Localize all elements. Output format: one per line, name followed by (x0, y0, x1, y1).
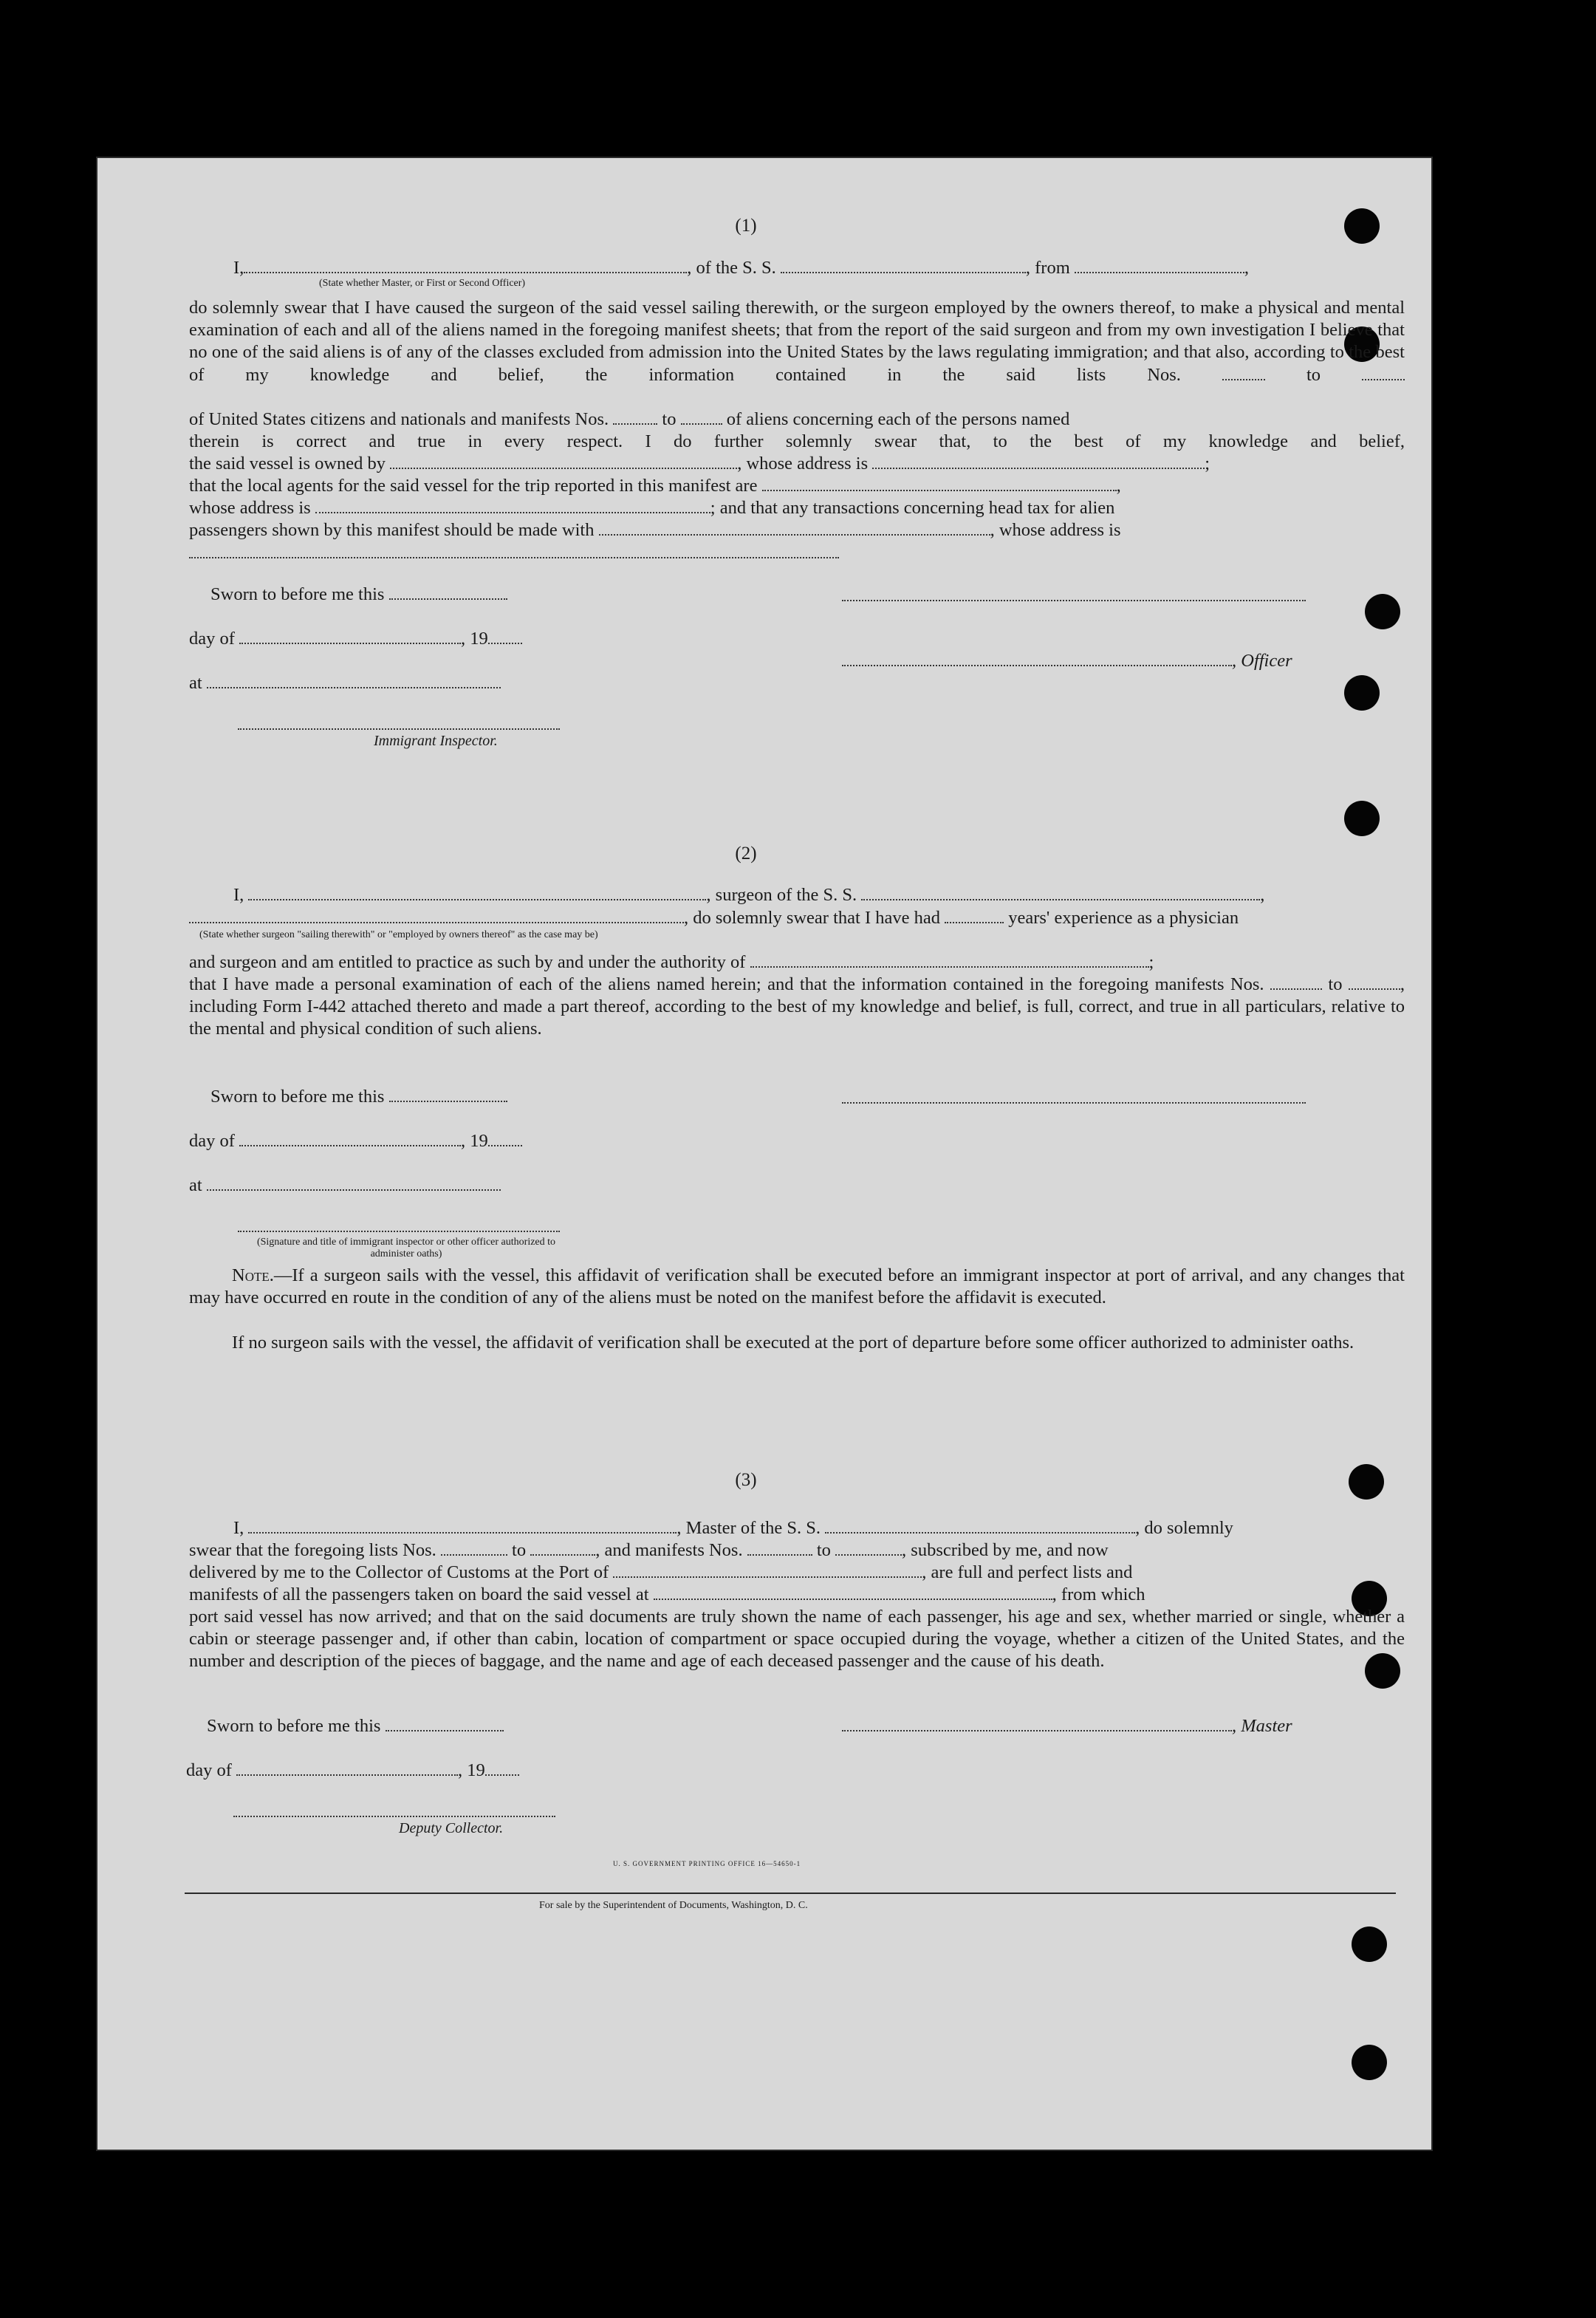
day-line (189, 1130, 522, 1152)
text-authority: and surgeon and am entitled to practice as such by and under the authority of (189, 952, 746, 972)
binder-hole (1352, 2045, 1387, 2080)
blank-field (207, 1175, 501, 1191)
section1-line1 (233, 257, 1249, 279)
section2-authority-line (189, 951, 1154, 974)
text-to: to (1328, 974, 1343, 994)
section1-passengers-line (189, 519, 1121, 541)
text-owned-by: the said vessel is owned by (189, 454, 386, 473)
blank-field (599, 519, 990, 536)
text-to: to (662, 409, 677, 429)
section1-address-line (189, 497, 1114, 519)
blank-field (750, 951, 1149, 968)
section1-citizens-line (189, 408, 1405, 431)
text-day-of: day of (189, 629, 235, 649)
section-number: (1) (735, 216, 757, 236)
blank-field (613, 408, 657, 425)
blank-field (781, 257, 1026, 273)
section2-line1 (233, 884, 1264, 906)
text-delivered: delivered by me to the Collector of Customs at the Port of (189, 1562, 609, 1582)
blank-field (945, 907, 1004, 923)
signature-line (842, 1102, 1306, 1104)
text-i: I, (233, 258, 244, 278)
text-subscribed: , subscribed by me, and now (902, 1540, 1109, 1560)
blank-field (872, 453, 1205, 469)
text-to: to (816, 1540, 831, 1560)
blank-field (485, 1760, 519, 1776)
text-whose-address: , whose address is (737, 454, 869, 473)
text-swear-lists: swear that the foregoing lists Nos. (189, 1540, 436, 1560)
blank-field (189, 907, 684, 923)
section2-line2 (189, 907, 1405, 929)
blank-field (861, 884, 1260, 900)
section3-line3 (189, 1562, 1132, 1584)
section1-paragraph (189, 297, 1405, 386)
printer-line: U. S. GOVERNMENT PRINTING OFFICE 16—54650-1 (613, 1860, 801, 1867)
text-passengers: passengers shown by this manifest should be made with (189, 520, 595, 540)
signature-caption: (Signature and title of immigrant inspector or other officer authorized to administer oaths) (256, 1237, 556, 1259)
text-of-ss: , of the S. S. (687, 258, 776, 278)
oath-text: do solemnly swear that I have caused the surgeon of the said vessel sailing therewith, or the surgeon employed by the owners thereof, to make a physical and mental examination of each and all of the aliens named in the foregoing manifest sheets; that from the report of the said surgeon and from my own investigation I believe that no one of the said aliens is of any of the classes excluded from admission into the United States by the laws regulating immigration; and that also, according to the best of my knowledge and belief, the information contained in the said lists Nos. (189, 298, 1405, 385)
at-line (189, 672, 501, 694)
blank-field (389, 1086, 507, 1102)
footer-rule (185, 1893, 1396, 1894)
blank-field (248, 884, 706, 900)
blank-field (747, 1539, 812, 1556)
text-surgeon: , surgeon of the S. S. (706, 885, 857, 905)
section-number: (3) (735, 1470, 757, 1490)
blank-field (390, 453, 737, 469)
signature-line (233, 1816, 555, 1817)
text-sworn: Sworn to before me this (210, 1087, 385, 1107)
blank-field (613, 1562, 922, 1578)
sworn-line (207, 1715, 504, 1737)
text-solemnly: , do solemnly (1135, 1518, 1233, 1538)
section3-line2 (189, 1539, 1109, 1562)
blank-field (488, 1130, 522, 1146)
blank-field (389, 584, 507, 600)
note2-paragraph: If no surgeon sails with the vessel, the affidavit of verification shall be executed at the port of departure before some officer authorized to administer oaths. (232, 1333, 1354, 1353)
text-sworn: Sworn to before me this (207, 1716, 381, 1736)
text-at: at (189, 1175, 202, 1195)
blank-field (236, 1760, 458, 1776)
text-day-of: day of (189, 1131, 235, 1151)
blank-field (244, 257, 687, 273)
field-caption: (State whether surgeon "sailing therewith" or "employed by owners thereof" as the case may be) (199, 929, 598, 940)
footer-text: For sale by the Superintendent of Documents, Washington, D. C. (539, 1900, 808, 1911)
blank-field (530, 1539, 595, 1556)
text-to: to (1306, 364, 1321, 385)
signature-line (238, 728, 560, 730)
blank-field (441, 1539, 507, 1556)
blank-field (762, 475, 1117, 491)
blank-field (842, 1715, 1232, 1731)
section1-owned-line (189, 453, 1210, 475)
text-officer: , Officer (1232, 651, 1292, 671)
at-line (189, 1175, 501, 1197)
binder-hole (1344, 675, 1380, 711)
text-experience: years' experience as a physician (1008, 908, 1239, 928)
blank-field (207, 672, 501, 688)
binder-hole (1344, 208, 1380, 244)
text-year: , 19 (461, 629, 488, 649)
blank-field (248, 1517, 677, 1534)
text-aliens-concerning: of aliens concerning each of the persons named (726, 409, 1070, 429)
signature-line (842, 600, 1306, 601)
day-line (186, 1760, 519, 1782)
section-number: (2) (735, 844, 757, 864)
oath-text: , including Form I-442 attached thereto and made a part thereof, according to the best of my knowledge and belief, is full, correct, and true in all particulars, relative to the mental and physical condition of such aliens. (189, 974, 1405, 1039)
binder-hole (1352, 1926, 1387, 1962)
text-i: I, (233, 885, 244, 905)
deputy-caption: Deputy Collector. (399, 1820, 504, 1836)
inspector-caption: Immigrant Inspector. (374, 733, 498, 749)
text-day-of: day of (186, 1760, 232, 1780)
text-comma: , (1116, 476, 1121, 496)
field-caption: (State whether Master, or First or Second Officer) (319, 278, 526, 289)
note-text: —If a surgeon sails with the vessel, this affidavit of verification shall be executed before an immigrant inspector at port of arrival, and any changes that may have occurred en route in the condition of any of the aliens must be noted on the manifest before the affidavit is executed. (189, 1265, 1405, 1308)
signature-line (238, 1231, 560, 1232)
note-paragraph (189, 1265, 1405, 1309)
blank-line (189, 557, 839, 558)
text-semicolon: ; (1205, 454, 1210, 473)
section2-paragraph (189, 974, 1405, 1041)
text-from-which: , from which (1052, 1584, 1145, 1604)
text-full-perfect: , are full and perfect lists and (922, 1562, 1133, 1582)
text-citizens: of United States citizens and nationals and manifests Nos. (189, 409, 609, 429)
text-year: , 19 (458, 1760, 485, 1780)
section1-correct-line: therein is correct and true in every respect. I do further solemnly swear that, to the best of my knowledge and belief, (189, 431, 1405, 451)
section1-agents-line (189, 475, 1121, 497)
blank-field (654, 1584, 1052, 1600)
oath-text: that I have made a personal examination of each of the aliens named herein; and that the information contained in the foregoing manifests Nos. (189, 974, 1264, 994)
blank-field (842, 650, 1232, 666)
text-manifests-all: manifests of all the passengers taken on board the said vessel at (189, 1584, 649, 1604)
text-to: to (512, 1540, 527, 1560)
text-comma: , (1244, 258, 1250, 278)
blank-field (1075, 257, 1244, 273)
binder-hole (1365, 594, 1400, 629)
blank-field (315, 497, 710, 513)
officer-line (842, 650, 1292, 672)
text-head-tax: ; and that any transactions concerning head tax for alien (710, 498, 1115, 518)
text-manifests: , and manifests Nos. (595, 1540, 743, 1560)
blank-field (488, 628, 522, 644)
section3-paragraph: port said vessel has now arrived; and that on the said documents are truly shown the name of each passenger, his age and sex, whether married or single, whether a cabin or steerage passenger and, if other than cabin, location of compartment or space occupied during the voyage, whether a citizen of the United States, and the number and description of the pieces of baggage, and the name and age of each deceased passenger and the cause of his death. (189, 1607, 1405, 1672)
text-master: , Master (1232, 1716, 1292, 1736)
sworn-line (210, 1086, 507, 1108)
text-sworn: Sworn to before me this (210, 584, 385, 604)
blank-field (1270, 974, 1322, 990)
text-i: I, (233, 1518, 244, 1538)
binder-hole (1349, 1464, 1384, 1500)
note-label: Note. (232, 1265, 274, 1285)
section3-line4 (189, 1584, 1145, 1606)
text-comma: , (1260, 885, 1265, 905)
section3-line1 (233, 1517, 1233, 1539)
text-solemnly: , do solemnly swear that I have had (684, 908, 940, 928)
blank-field (239, 1130, 461, 1146)
text-from: , from (1025, 258, 1070, 278)
text-whose-address: whose address is (189, 498, 311, 518)
blank-field (1349, 974, 1400, 990)
manifest-sheet (96, 157, 1433, 2151)
sworn-line (210, 584, 507, 606)
text-year: , 19 (461, 1131, 488, 1151)
blank-field (1362, 364, 1405, 380)
text-whose-address: , whose address is (990, 520, 1121, 540)
master-line (842, 1715, 1292, 1737)
text-master-of: , Master of the S. S. (677, 1518, 821, 1538)
blank-field (825, 1517, 1135, 1534)
text-local-agents: that the local agents for the said vessel for the trip reported in this manifest are (189, 476, 758, 496)
day-line (189, 628, 522, 650)
blank-field (835, 1539, 902, 1556)
blank-field (239, 628, 461, 644)
blank-field (681, 408, 722, 425)
text-at: at (189, 673, 202, 693)
text-semicolon: ; (1148, 952, 1154, 972)
binder-hole (1344, 801, 1380, 836)
blank-field (386, 1715, 504, 1731)
blank-field (1222, 364, 1265, 380)
